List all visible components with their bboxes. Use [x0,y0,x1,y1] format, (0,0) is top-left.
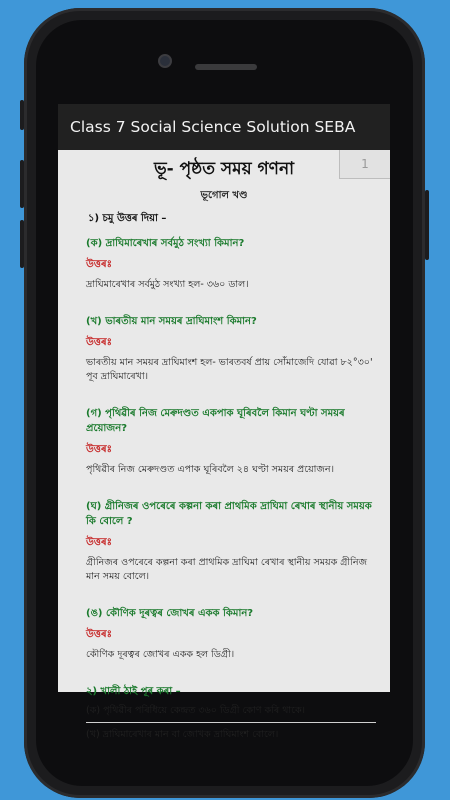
chapter-subtitle: ভূগোল খণ্ড [200,190,248,201]
fill-blank-item: (ক) পৃথিৱীৰ পৰিধিয়ে কেন্দ্ৰত ৩৬০ ডিগ্ৰী কোণ কৰি থাকে। [86,705,306,716]
app-screen [58,104,390,740]
qa-item [58,314,390,384]
app-bar [58,104,390,150]
section-heading-short-answer: ১) চমু উত্তৰ দিয়া – [88,213,167,224]
chapter-title: ভূ- পৃষ্ঠত সময় গণনা [153,159,295,179]
answer-text: দ্ৰাঘিমাৰেখাৰ সৰ্বমুঠ সংখ্যা হল- ৩৬০ ডাল। [86,279,249,290]
earpiece-speaker [195,64,257,70]
document-page [58,154,390,742]
document-view[interactable] [58,150,390,740]
qa-item [58,606,390,662]
question-text: (ক) দ্ৰাঘিমাৰেখাৰ সৰ্বমুঠ সংখ্যা কিমান? [86,238,245,249]
answer-label: উত্তৰঃ [86,444,112,455]
app-title: Class 7 Social Science Solution SEBA [70,118,356,136]
page-number-badge: 1 [339,150,390,179]
answer-label: উত্তৰঃ [86,537,112,548]
volume-up-button [20,160,24,208]
question-text: (গ) পৃথিৱীৰ নিজ মেৰুদণ্ডত একপাক ঘূৰিবলৈ কিমান ঘণ্টা সময়ৰ প্ৰয়োজন? [86,408,345,434]
question-text: (খ) ভাৰতীয় মান সময়ৰ দ্ৰাঘিমাংশ কিমান? [86,316,257,327]
divider [86,722,376,723]
power-button [425,190,429,260]
answer-text: ভাৰতীয় মান সময়ৰ দ্ৰাঘিমাংশ হল- ভাৰতবৰ্ষ প্ৰায় সোঁমাজেদি যোৱা ৮২°৩০' পূব দ্ৰাঘিমাৰেখা। [86,357,373,382]
answer-text: পৃথিৱীৰ নিজ মেৰুদণ্ডত এপাক ঘূৰিবলৈ ২৪ ঘণ্টা সময়ৰ প্ৰয়োজন। [86,464,334,475]
question-text: (ঙ) কৌণিক দূৰত্বৰ জোখৰ একক কিমান? [86,608,254,619]
qa-item [58,499,390,584]
answer-text: কৌণিক দূৰত্বৰ জোখৰ একক হল ডিগ্ৰী। [86,649,235,660]
section-heading-fill-blanks: ২) খালী ঠাই পূৰ কৰা – [86,686,181,697]
answer-label: উত্তৰঃ [86,629,112,640]
question-text: (ঘ) গ্ৰীনিজৰ ওপৰেৰে কল্পনা কৰা প্ৰাথমিক দ্ৰাঘিমা ৰেখাৰ স্থানীয় সময়ক কি বোলে ? [86,501,372,527]
answer-label: উত্তৰঃ [86,337,112,348]
answer-label: উত্তৰঃ [86,259,112,270]
qa-item [58,236,390,292]
mute-switch [20,100,24,130]
answer-text: গ্ৰীনিজৰ ওপৰেৰে কল্পনা কৰা প্ৰাথমিক দ্ৰাঘিমা ৰেখাৰ স্থানীয় সময়ক গ্ৰীনিজ মান সময় বোলে। [86,557,368,582]
front-camera [158,54,172,68]
fill-blank-item: (খ) দ্ৰাঘিমাৰেখাৰ মান বা জোখক দ্ৰাঘিমাংশ বোলে। [86,729,279,740]
volume-down-button [20,220,24,268]
qa-item [58,406,390,477]
